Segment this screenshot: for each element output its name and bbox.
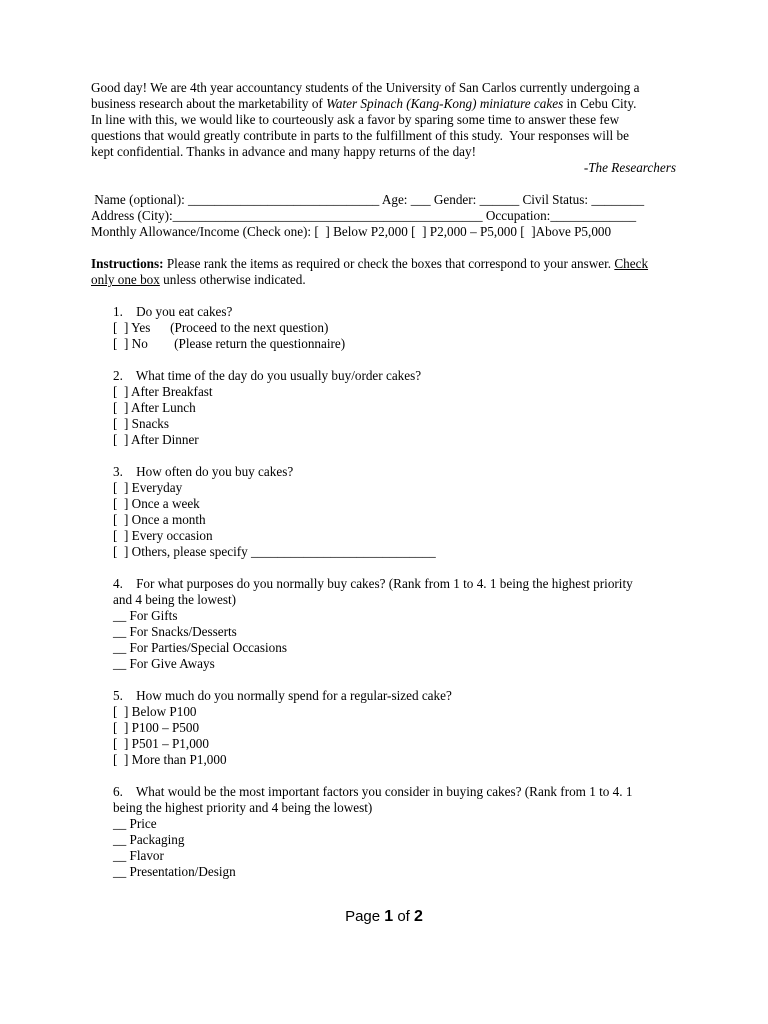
instructions-line-1: Instructions: Please rank the items as required or check the boxes that correspond to your answer. Check xyxy=(91,256,649,271)
q2-option[interactable]: [ ] After Breakfast xyxy=(113,384,213,399)
q1-option[interactable]: [ ] Yes (Proceed to the next question) xyxy=(113,320,329,335)
question-5: 5. How much do you normally spend for a regular-sized cake? xyxy=(113,688,452,703)
q4-rank-item[interactable]: __ For Give Aways xyxy=(113,656,215,671)
question-4: 4. For what purposes do you normally buy cakes? (Rank from 1 to 4. 1 being the highest priority xyxy=(113,576,633,591)
q4-rank-item[interactable]: __ For Gifts xyxy=(113,608,178,623)
q4-rank-item[interactable]: __ For Snacks/Desserts xyxy=(113,624,237,639)
intro-line-2: business research about the marketability of Water Spinach (Kang-Kong) miniature cakes in Cebu City. xyxy=(91,96,637,111)
question-6: 6. What would be the most important factors you consider in buying cakes? (Rank from 1 to 4. 1 xyxy=(113,784,633,799)
q5-option[interactable]: [ ] P501 – P1,000 xyxy=(113,736,209,751)
q2-option[interactable]: [ ] Snacks xyxy=(113,416,170,431)
intro-line-4: questions that would greatly contribute in parts to the fulfillment of this study. Your responses will be xyxy=(91,128,629,143)
q6-rank-item[interactable]: __ Packaging xyxy=(113,832,185,847)
address-occupation-field[interactable]: Address (City):_______________________________________________ Occupation:_____________ xyxy=(91,208,637,223)
researchers-signature: -The Researchers xyxy=(583,160,676,175)
q5-option[interactable]: [ ] More than P1,000 xyxy=(113,752,227,767)
q4-rank-item[interactable]: __ For Parties/Special Occasions xyxy=(113,640,287,655)
intro-line-5: kept confidential. Thanks in advance and many happy returns of the day! xyxy=(91,144,477,159)
q1-option[interactable]: [ ] No (Please return the questionnaire) xyxy=(113,336,346,351)
intro-line-3: In line with this, we would like to courteously ask a favor by sparing some time to answer these few xyxy=(91,112,620,127)
question-1: 1. Do you eat cakes? xyxy=(113,304,233,319)
q6-rank-item[interactable]: __ Price xyxy=(113,816,157,831)
q2-option[interactable]: [ ] After Dinner xyxy=(113,432,199,447)
instructions-line-2: only one box unless otherwise indicated. xyxy=(91,272,306,287)
intro-line-1: Good day! We are 4th year accountancy students of the University of San Carlos currently undergoing a xyxy=(91,80,640,95)
question-2: 2. What time of the day do you usually buy/order cakes? xyxy=(113,368,422,383)
q3-option[interactable]: [ ] Once a week xyxy=(113,496,200,511)
q5-option[interactable]: [ ] Below P100 xyxy=(113,704,197,719)
allowance-field[interactable]: Monthly Allowance/Income (Check one): [ ] Below P2,000 [ ] P2,000 – P5,000 [ ]Above P5,000 xyxy=(91,224,612,239)
q3-option[interactable]: [ ] Others, please specify ____________________________ xyxy=(113,544,436,559)
q5-option[interactable]: [ ] P100 – P500 xyxy=(113,720,200,735)
q2-option[interactable]: [ ] After Lunch xyxy=(113,400,196,415)
page-number-footer: Page 1 of 2 xyxy=(345,908,423,925)
q3-option[interactable]: [ ] Every occasion xyxy=(113,528,213,543)
name-age-gender-field[interactable]: Name (optional): _____________________________ Age: ___ Gender: ______ Civil Status: ________ xyxy=(91,192,645,207)
question-3: 3. How often do you buy cakes? xyxy=(113,464,294,479)
q3-option[interactable]: [ ] Once a month xyxy=(113,512,206,527)
q6-rank-item[interactable]: __ Flavor xyxy=(113,848,164,863)
q6-rank-item[interactable]: __ Presentation/Design xyxy=(113,864,236,879)
q3-option[interactable]: [ ] Everyday xyxy=(113,480,183,495)
question-4-cont: and 4 being the lowest) xyxy=(113,592,237,607)
question-6-cont: being the highest priority and 4 being the lowest) xyxy=(113,800,373,815)
